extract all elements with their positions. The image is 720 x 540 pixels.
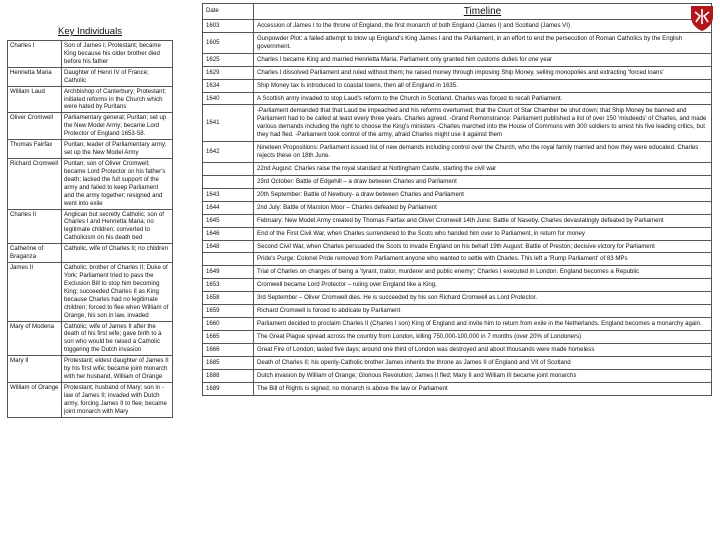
timeline-year: 1688: [203, 369, 254, 382]
individual-row: [8, 140, 173, 159]
timeline-event: Parliament decided to proclaim Charles II (Charles I son) King of England and invite him to return from exile in the Netherlands. England becomes a monarchy again.: [254, 318, 712, 331]
timeline-year: 1660: [203, 318, 254, 331]
individual-description: Puritan; son of Oliver Cromwell; became Lord Protector on his father's death; lacked the full support of the army and failed to keep Parliament and the army together; resigned and went into exile: [62, 158, 173, 209]
timeline-event: Richard Cromwell is forced to abdicate by Parliament: [254, 305, 712, 318]
timeline-row: [203, 105, 712, 142]
timeline-header-row: [203, 4, 712, 20]
timeline-row: [203, 240, 712, 253]
timeline-year: 1644: [203, 201, 254, 214]
individual-row: [8, 113, 173, 140]
timeline-event: Dutch invasion by William of Orange; Glorious Revolution; James II fled; Mary II and William III became joint monarchs: [254, 369, 712, 382]
timeline-event: The Great Plague spread across the country from London, killing 750,000-100,000 in 7 months (over 20% of Londoners): [254, 330, 712, 343]
timeline-event: Ship Money tax is introduced to coastal towns, then all of England in 1635.: [254, 79, 712, 92]
timeline-year: 1689: [203, 382, 254, 395]
individual-row: [8, 86, 173, 113]
individual-description: Protestant; eldest daughter of James II by his first wife; became joint monarch with her husband, William of Orange: [62, 356, 173, 383]
individual-row: [8, 244, 173, 263]
timeline-event: Nineteen Propositions: Parliament issued list of new demands including control over the Church, who the royal family married and how they were educated. Charles rejects these on 18th June.: [254, 142, 712, 163]
timeline-row: [203, 201, 712, 214]
timeline-year: [203, 162, 254, 175]
timeline-year: 1629: [203, 66, 254, 79]
individual-name: William Laud: [8, 86, 62, 113]
timeline-row: [203, 279, 712, 292]
timeline-year: 1603: [203, 20, 254, 33]
individual-name: Henrietta Maria: [8, 67, 62, 86]
timeline-event: Second Civil War, when Charles persuaded the Scots to invade England on his behalf 19th August: Battle of Preston; decisive victory for Parliament: [254, 240, 712, 253]
timeline-year: 1643: [203, 188, 254, 201]
timeline-row: [203, 343, 712, 356]
individual-name: Mary of Modena: [8, 321, 62, 356]
timeline-row: [203, 356, 712, 369]
individual-name: Charles II: [8, 209, 62, 244]
individual-row: [8, 382, 173, 417]
timeline-event: Great Fire of London; lasted five days; around one third of London was destroyed and about thousands were made homeless: [254, 343, 712, 356]
timeline-year: 1640: [203, 92, 254, 105]
timeline-year: 1634: [203, 79, 254, 92]
timeline-row: [203, 227, 712, 240]
timeline-event: Trial of Charles on charges of being a 'tyrant, traitor, murderer and public enemy'; Charles I executed in London. England becomes a Republic: [254, 266, 712, 279]
individual-description: Catholic; brother of Charles II; Duke of York; Parliament tried to pass the Exclusion Bill to stop him becoming King; succeeded Charles II as King because Charles had no legitimate children; forced to flee when William of Orange, his son in law, invaded: [62, 263, 173, 321]
individual-description: Parliamentary general; Puritan; set up the New Model Army; became Lord Protector of England 1653-58.: [62, 113, 173, 140]
individual-row: [8, 67, 173, 86]
timeline-event: 23rd October: Battle of Edgehill – a draw between Charles and Parliament: [254, 175, 712, 188]
timeline-event: 22nd August: Charles raise the royal standard at Nottingham Castle, starting the civil war: [254, 162, 712, 175]
timeline-event: Charles I became King and married Henrietta Maria; Parliament only granted him customs duties for one year: [254, 53, 712, 66]
individual-name: William of Orange: [8, 382, 62, 417]
timeline-year: 1642: [203, 142, 254, 163]
timeline-event: Death of Charles II; his openly-Catholic brother James inherits the throne as James II of England and VII of Scotland: [254, 356, 712, 369]
individual-name: Richard Cromwell: [8, 158, 62, 209]
timeline-row: [203, 142, 712, 163]
timeline-event: Cromwell became Lord Protector – ruling over England like a King.: [254, 279, 712, 292]
timeline-row: [203, 305, 712, 318]
individual-name: Thomas Fairfax: [8, 140, 62, 159]
individual-description: Puritan; leader of Parliamentary army; set up the New Model Army: [62, 140, 173, 159]
timeline-title: Timeline: [254, 4, 712, 20]
timeline-row: [203, 66, 712, 79]
individuals-table: [7, 40, 173, 418]
timeline-year: 1653: [203, 279, 254, 292]
timeline-row: [203, 188, 712, 201]
individual-row: [8, 321, 173, 356]
timeline-event: End of the First Civil War, when Charles surrendered to the Scots who handed him over to Parliament, in return for money: [254, 227, 712, 240]
timeline-year: 1605: [203, 32, 254, 53]
timeline-row: [203, 369, 712, 382]
timeline-year: 1641: [203, 105, 254, 142]
individual-row: [8, 356, 173, 383]
timeline-year: 1625: [203, 53, 254, 66]
individual-description: Anglican but secretly Catholic; son of Charles I and Henrietta Maria; no legitimate children; converted to Catholicism on his death bed: [62, 209, 173, 244]
timeline-row: [203, 214, 712, 227]
timeline-event: February: New Model Army created by Thomas Fairfax and Oliver Cromwell 14th June: Battle of Naseby. Charles devastatingly defeated by Parliament: [254, 214, 712, 227]
individual-row: [8, 41, 173, 68]
timeline-row: [203, 53, 712, 66]
timeline-year: [203, 253, 254, 266]
timeline-year: 1649: [203, 266, 254, 279]
individual-description: Catholic; wife of James II after the death of his first wife; gave birth to a son who would be raised a Catholic triggering the Dutch invasion: [62, 321, 173, 356]
timeline-row: [203, 20, 712, 33]
timeline-row: [203, 253, 712, 266]
timeline-row: [203, 92, 712, 105]
timeline-event: 2nd July: Battle of Marston Moor – Charles defeated by Parliament: [254, 201, 712, 214]
timeline-year: 1659: [203, 305, 254, 318]
timeline-event: -Parliament demanded that that Laud be impeached and his reforms overturned; that the Court of Star Chamber be shut down; that Ship Money be banned and Parliament had to be called at least every three years. Charles agreed. -Grand Remonstrance: Parliament published a list of over 150 'misdeeds' of Charles, and made various demands including the right to choose the King's ministers -Charles marched into the House of Commons with 300 soldiers to arrest his five leading critics, but they had fled. -Parliament took control of the army, afraid Charles might use it against them: [254, 105, 712, 142]
timeline-year: 1685: [203, 356, 254, 369]
timeline-event: Accession of James I to the throne of England, the first monarch of both England (James I) and Scotland (James VI): [254, 20, 712, 33]
timeline-event: Pride's Purge: Colonel Pride removed from Parliament anyone who wanted to settle with Charles. This left a 'Rump Parliament' of 83 MPs: [254, 253, 712, 266]
individual-row: [8, 209, 173, 244]
timeline-event: The Bill of Rights is signed; no monarch is above the law or Parliament: [254, 382, 712, 395]
individual-name: Charles I: [8, 41, 62, 68]
timeline-year: 1646: [203, 227, 254, 240]
timeline-row: [203, 175, 712, 188]
timeline-row: [203, 32, 712, 53]
timeline-row: [203, 162, 712, 175]
timeline-year: 1665: [203, 330, 254, 343]
individual-name: Oliver Cromwell: [8, 113, 62, 140]
individual-row: [8, 158, 173, 209]
timeline-table: [202, 3, 712, 396]
individual-description: Daughter of Henri IV of France; Catholic: [62, 67, 173, 86]
timeline-row: [203, 382, 712, 395]
timeline-year: 1658: [203, 292, 254, 305]
individual-description: Son of James I; Protestant; became King because his older brother died before his father: [62, 41, 173, 68]
individual-name: Mary II: [8, 356, 62, 383]
timeline-row: [203, 330, 712, 343]
timeline-event: 3rd September – Oliver Cromwell dies. He is succeeded by his son Richard Cromwell as Lord Protector.: [254, 292, 712, 305]
individual-name: Catherine of Braganza: [8, 244, 62, 263]
timeline-year: 1648: [203, 240, 254, 253]
timeline-event: A Scottish army invaded to stop Laud's reform to the Church in Scotland. Charles was forced to recall Parliament.: [254, 92, 712, 105]
timeline-year: [203, 175, 254, 188]
key-individuals-panel: [7, 26, 173, 418]
timeline-event: Charles I dissolved Parliament and ruled without them; he raised money through imposing Ship Money, selling monopolies and extracting 'forced loans': [254, 66, 712, 79]
timeline-row: [203, 266, 712, 279]
individual-description: Protestant; husband of Mary; son in - law of James II; invaded with Dutch army, forcing James II to flee; became joint monarch with Mary: [62, 382, 173, 417]
individual-description: Catholic, wife of Charles II; no children: [62, 244, 173, 263]
timeline-row: [203, 292, 712, 305]
timeline-row: [203, 318, 712, 331]
individual-row: [8, 263, 173, 321]
individual-name: James II: [8, 263, 62, 321]
timeline-year: 1666: [203, 343, 254, 356]
key-individuals-title: Key Individuals: [58, 26, 122, 37]
timeline-event: 20th September: Battle of Newbury- a draw between Charles and Parliament: [254, 188, 712, 201]
crest-icon: [688, 4, 716, 32]
timeline-row: [203, 79, 712, 92]
timeline-year: 1645: [203, 214, 254, 227]
individual-description: Archbishop of Canterbury; Protestant; initiated reforms in the Church which were hated by Puritans: [62, 86, 173, 113]
date-header: Date: [203, 4, 254, 20]
timeline-event: Gunpowder Plot: a failed attempt to blow up England's King James I and the Parliament, in an effort to end the persecution of Roman Catholics by the English government.: [254, 32, 712, 53]
